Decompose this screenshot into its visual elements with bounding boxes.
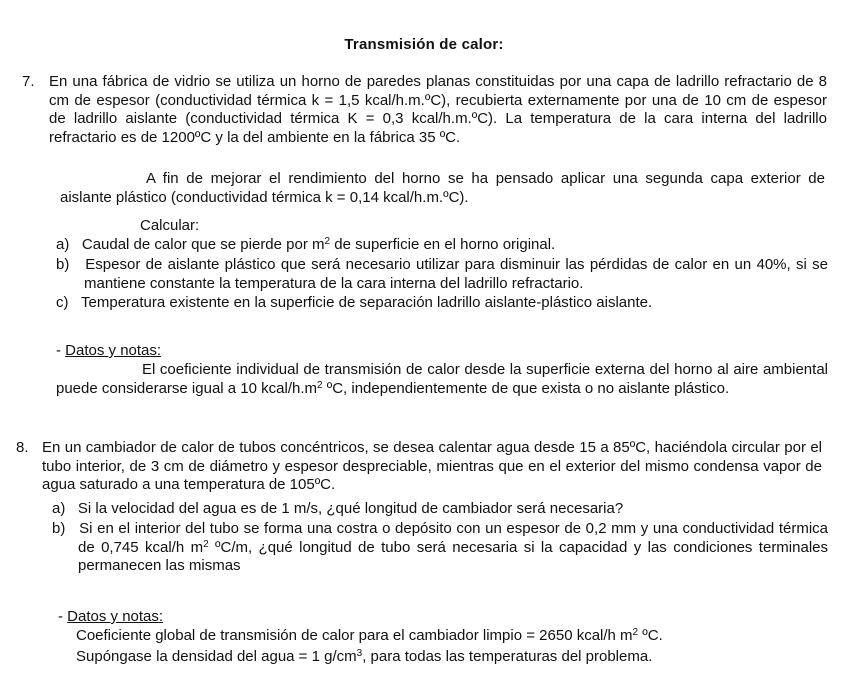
problem-8-number: 8. [16,439,29,456]
problem-7-notes-text-end: ºC, independientemente de que exista o no aislante plástico. [322,379,730,397]
problem-8-notes-label: Datos y notas: [67,608,164,625]
problem-8-item-a-label: a) [52,500,66,517]
problem-7-item-a-sup: 2 [324,236,331,247]
problem-8-note-1-text-end: ºC. [638,627,663,644]
problem-8-note-1-sup: 2 [632,627,639,638]
problem-8-note-2 [76,648,828,667]
problem-7-notes-text: El coeficiente individual de transmisión de calor desde la superficie externa del horno al aire ambiental puede considerarse igual a 10 kcal/h.m [56,361,828,397]
problem-7-notes-sup: 2 [317,379,323,391]
problem-8-intro-block [42,439,822,495]
problem-8-notes-dash: - [58,608,68,625]
problem-8-item-b [52,520,828,576]
problem-8-note-2-text-end: , para todas las temperaturas del problema. [362,648,653,665]
problem-7-item-a [56,236,826,255]
problem-8-item-b-sup: 2 [203,538,209,550]
problem-8-item-a-text: Si la velocidad del agua es de 1 m/s, ¿qué longitud de cambiador será necesaria? [77,500,624,517]
problem-7-notes-block [56,361,828,398]
problem-7-notes-heading [56,342,356,361]
problem-8-note-1-text: Coeficiente global de transmisión de calor para el cambiador limpio = 2650 kcal/h m [76,627,633,644]
problem-7-item-c-label: c) [56,294,69,311]
problem-7-intro-block [49,73,827,147]
problem-7-item-b-label: b) [56,256,70,273]
problem-7-calcular-block [140,217,440,236]
problem-8-note-1 [76,627,828,646]
problem-8-item-b-label: b) [52,520,66,537]
problem-7-improvement: A fin de mejorar el rendimiento del horno se ha pensado aplicar una segunda capa exterior de aislante plástico (conductividad térmica k = 0,14 kcal/h.m.ºC). [60,170,825,206]
problem-7-item-b-text: Espesor de aislante plástico que será necesario utilizar para disminuir las pérdidas de calor en un 40%, si se mantiene constante la temperatura de la cara interna del ladrillo refractario. [84,256,828,292]
problem-8-notes-heading [58,608,358,627]
problem-7-improvement-block [60,170,825,207]
problem-7-item-a-label: a) [56,236,70,253]
problem-7-item-c [56,294,828,313]
problem-7-intro: En una fábrica de vidrio se utiliza un horno de paredes planas constituidas por una capa de ladrillo refractario de 8 cm de espesor (conductividad térmica k = 1,5 kcal/h.m.ºC), recubierta externamente por una de 10 cm de espesor de ladrillo aislante (conductividad térmica K = 0,3 kcal/h.m.ºC). La temperatura de la cara interna del ladrillo refractario es de 1200ºC y la del ambiente en la fábrica 35 ºC. [49,73,827,146]
problem-7-calcular: Calcular: [140,217,200,234]
problem-7-item-c-text: Temperatura existente en la superficie de separación ladrillo aislante-plástico aislante. [81,294,653,311]
problem-8-item-b-text-end: ºC/m, ¿qué longitud de tubo será necesaria si la capacidad y las condiciones terminales permanecen las mismas [78,538,828,574]
problem-7-notes-dash: - [56,342,66,359]
problem-7-number: 7. [22,73,35,90]
problem-7-notes-label: Datos y notas: [65,342,162,359]
problem-7-item-a-text-end: de superficie en el horno original. [330,236,556,253]
problem-8-item-b-text: Si en el interior del tubo se forma una costra o depósito con un espesor de 0,2 mm y una conductividad térmica de 0,745 kcal/h m [78,520,828,556]
problem-8-intro: En un cambiador de calor de tubos concéntricos, se desea calentar agua desde 15 a 85ºC, haciéndola circular por el tubo interior, de 3 cm de diámetro y espesor despreciable, mientras que en el exterior del mismo condensa vapor de agua saturado a una temperatura de 105ºC. [42,439,822,493]
problem-7-item-a-text: Caudal de calor que se pierde por m [81,236,325,253]
problem-7-item-b [56,256,828,293]
page-title: Transmisión de calor: [344,36,504,53]
problem-8-note-2-sup: 3 [356,648,363,659]
problem-8-item-a [52,500,828,519]
problem-8-note-2-text: Supóngase la densidad del agua = 1 g/cm [76,648,357,665]
